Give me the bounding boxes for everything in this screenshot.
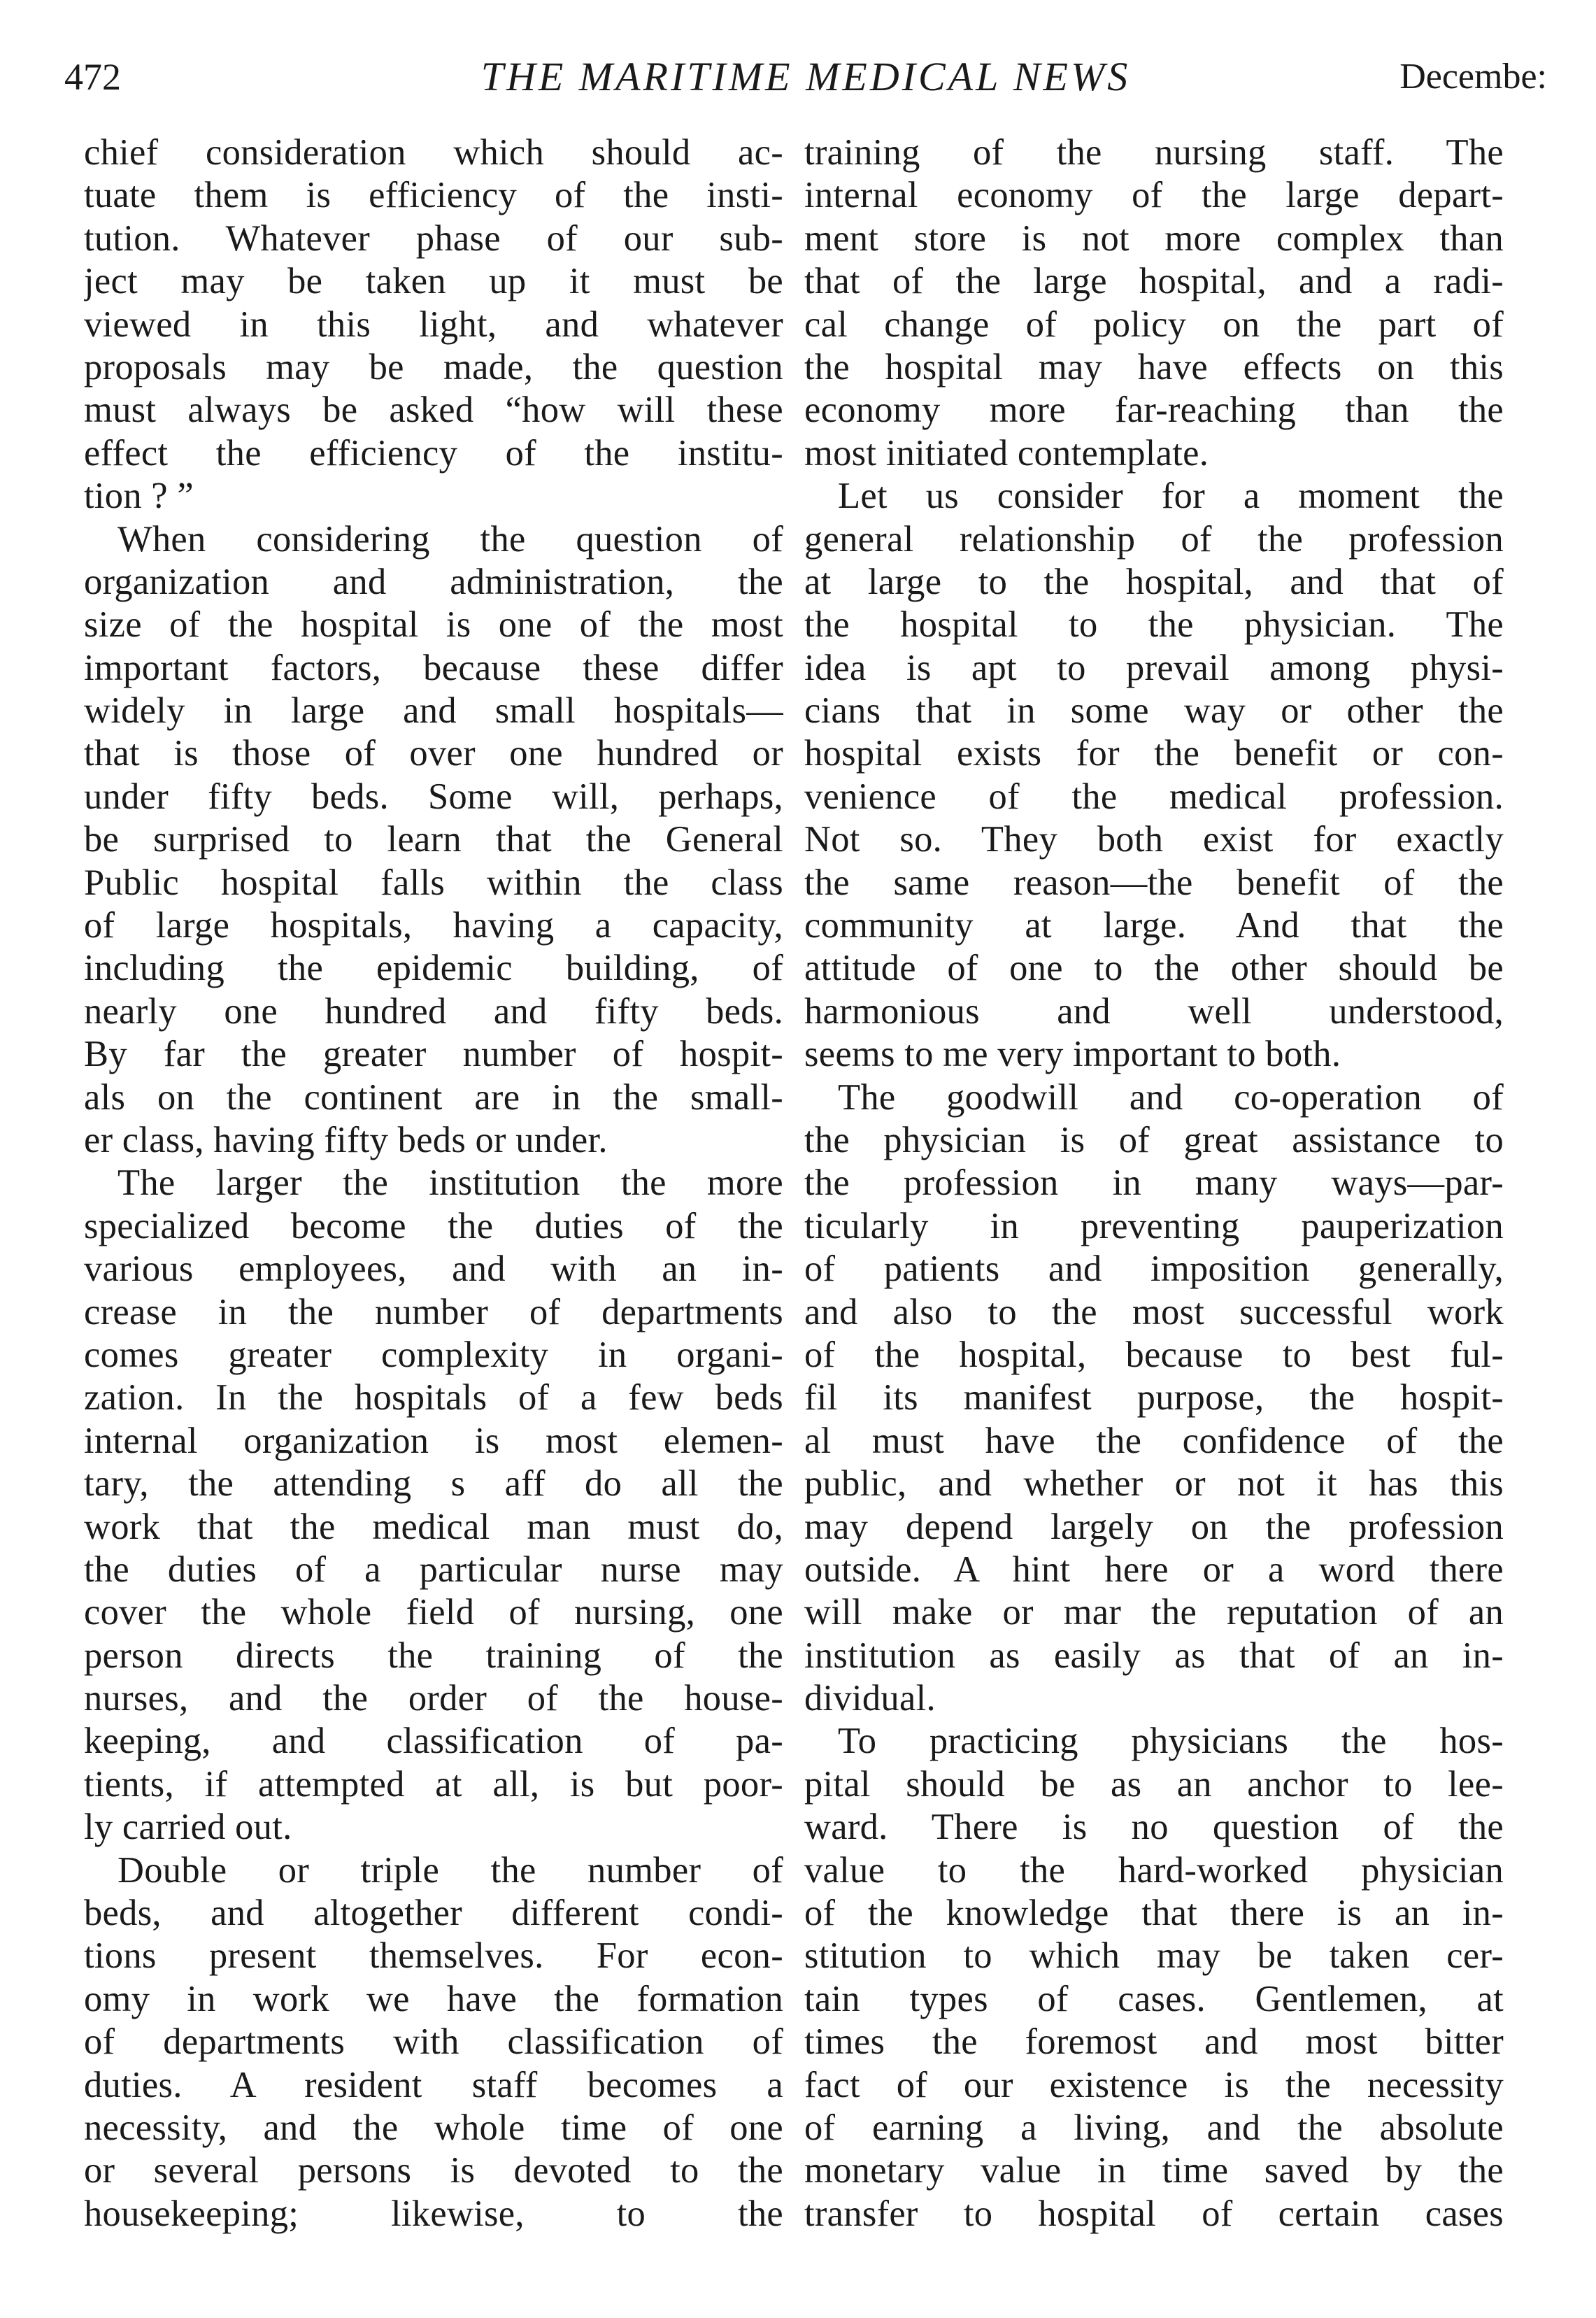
text-line: The goodwill and co-operation of bbox=[838, 1076, 1504, 1118]
text-line: tain types of cases. Gentlemen, at bbox=[804, 1978, 1504, 2019]
text-line: of departments with classification of bbox=[84, 2021, 783, 2063]
text-line: nearly one hundred and fifty beds. bbox=[84, 990, 783, 1032]
text-line: Double or triple the number of bbox=[117, 1849, 783, 1891]
text-line: work that the medical man must do, bbox=[84, 1506, 783, 1547]
text-line: of earning a living, and the absolute bbox=[804, 2107, 1504, 2148]
text-line: size of the hospital is one of the most bbox=[84, 604, 783, 646]
text-line: important factors, because these differ bbox=[84, 647, 783, 688]
text-line: By far the greater number of hospit- bbox=[84, 1034, 783, 1075]
text-line: of large hospitals, having a capacity, bbox=[84, 905, 783, 946]
text-line: the hospital may have effects on this bbox=[804, 346, 1504, 387]
text-line: chief consideration which should ac- bbox=[84, 132, 783, 173]
text-line: proposals may be made, the question bbox=[84, 346, 783, 387]
text-line: cover the whole field of nursing, one bbox=[84, 1592, 783, 1633]
text-line: seems to me very important to both. bbox=[804, 1034, 1341, 1075]
text-line: will make or mar the reputation of an bbox=[804, 1592, 1504, 1633]
text-line: outside. A hint here or a word there bbox=[804, 1549, 1504, 1590]
text-line: the physician is of great assistance to bbox=[804, 1119, 1504, 1160]
text-line: widely in large and small hospitals— bbox=[84, 690, 783, 732]
text-line: tary, the attending s aff do all the bbox=[84, 1463, 783, 1505]
text-line: fil its manifest purpose, the hospit- bbox=[804, 1377, 1504, 1418]
text-line: als on the continent are in the small- bbox=[84, 1076, 783, 1118]
text-line: at large to the hospital, and that of bbox=[804, 561, 1504, 602]
text-line: tution. Whatever phase of our sub- bbox=[84, 218, 783, 259]
text-line: The larger the institution the more bbox=[117, 1162, 783, 1204]
text-line: harmonious and well understood, bbox=[804, 990, 1504, 1032]
text-line: al must have the confidence of the bbox=[804, 1420, 1504, 1461]
text-line: of the knowledge that there is an in- bbox=[804, 1893, 1504, 1934]
text-line: Public hospital falls within the class bbox=[84, 862, 783, 903]
text-line: the profession in many ways—par- bbox=[804, 1162, 1504, 1204]
text-line: To practicing physicians the hos- bbox=[838, 1721, 1504, 1762]
text-line: may depend largely on the profession bbox=[804, 1506, 1504, 1547]
text-line: necessity, and the whole time of one bbox=[84, 2107, 783, 2148]
text-line: Let us consider for a moment the bbox=[838, 476, 1504, 517]
page-number: 472 bbox=[64, 56, 121, 98]
text-line: internal economy of the large depart- bbox=[804, 175, 1504, 216]
running-head bbox=[64, 49, 1547, 105]
text-line: or several persons is devoted to the bbox=[84, 2150, 783, 2191]
text-line: including the epidemic building, of bbox=[84, 948, 783, 989]
text-line: ject may be taken up it must be bbox=[84, 261, 783, 302]
text-line: tients, if attempted at all, is but poor- bbox=[84, 1763, 783, 1805]
text-line: of the hospital, because to best ful- bbox=[804, 1334, 1504, 1375]
text-line: that is those of over one hundred or bbox=[84, 733, 783, 774]
text-line: effect the efficiency of the institu- bbox=[84, 432, 783, 474]
text-line: venience of the medical profession. bbox=[804, 776, 1504, 817]
text-line: viewed in this light, and whatever bbox=[84, 304, 783, 345]
text-line: be surprised to learn that the General bbox=[84, 819, 783, 860]
text-line: various employees, and with an in- bbox=[84, 1249, 783, 1290]
text-line: idea is apt to prevail among physi- bbox=[804, 647, 1504, 688]
text-line: omy in work we have the formation bbox=[84, 1978, 783, 2019]
text-line: economy more far-reaching than the bbox=[804, 390, 1504, 431]
text-line: and also to the most successful work bbox=[804, 1291, 1504, 1332]
text-line: keeping, and classification of pa- bbox=[84, 1721, 783, 1762]
text-line: internal organization is most elemen- bbox=[84, 1420, 783, 1461]
text-line: ment store is not more complex than bbox=[804, 218, 1504, 259]
text-line: comes greater complexity in organi- bbox=[84, 1334, 783, 1375]
text-line: community at large. And that the bbox=[804, 905, 1504, 946]
text-line: must always be asked “how will these bbox=[84, 390, 783, 431]
text-line: dividual. bbox=[804, 1678, 936, 1719]
text-line: ticularly in preventing pauperization bbox=[804, 1205, 1504, 1246]
text-line: pital should be as an anchor to lee- bbox=[804, 1763, 1504, 1805]
text-line: under fifty beds. Some will, perhaps, bbox=[84, 776, 783, 817]
text-line: Not so. They both exist for exactly bbox=[804, 819, 1504, 860]
text-line: transfer to hospital of certain cases bbox=[804, 2193, 1504, 2234]
text-line: ly carried out. bbox=[84, 1807, 292, 1848]
text-line: monetary value in time saved by the bbox=[804, 2150, 1504, 2191]
text-line: When considering the question of bbox=[117, 518, 783, 560]
text-line: most initiated contemplate. bbox=[804, 432, 1209, 474]
text-line: attitude of one to the other should be bbox=[804, 948, 1504, 989]
text-line: person directs the training of the bbox=[84, 1635, 783, 1676]
journal-title: THE MARITIME MEDICAL NEWS bbox=[480, 54, 1131, 99]
text-line: fact of our existence is the necessity bbox=[804, 2064, 1504, 2105]
text-line: tions present themselves. For econ- bbox=[84, 1935, 783, 1977]
text-line: that of the large hospital, and a radi- bbox=[804, 261, 1504, 302]
text-line: organization and administration, the bbox=[84, 561, 783, 602]
text-line: the duties of a particular nurse may bbox=[84, 1549, 783, 1590]
text-line: times the foremost and most bitter bbox=[804, 2021, 1504, 2063]
text-line: er class, having fifty beds or under. bbox=[84, 1119, 608, 1160]
left-text-column bbox=[84, 131, 783, 2235]
text-line: tuate them is efficiency of the insti- bbox=[84, 175, 783, 216]
text-line: tion ? ” bbox=[84, 476, 194, 517]
issue-month: Decembe: bbox=[1399, 57, 1547, 97]
text-line: specialized become the duties of the bbox=[84, 1205, 783, 1246]
text-line: cal change of policy on the part of bbox=[804, 304, 1504, 345]
text-line: nurses, and the order of the house- bbox=[84, 1678, 783, 1719]
text-line: duties. A resident staff becomes a bbox=[84, 2064, 783, 2105]
text-line: hospital exists for the benefit or con- bbox=[804, 733, 1504, 774]
text-line: housekeeping; likewise, to the bbox=[84, 2193, 783, 2234]
text-line: zation. In the hospitals of a few beds bbox=[84, 1377, 783, 1418]
text-line: general relationship of the profession bbox=[804, 518, 1504, 560]
text-line: of patients and imposition generally, bbox=[804, 1249, 1504, 1290]
text-line: training of the nursing staff. The bbox=[804, 132, 1504, 173]
text-line: crease in the number of departments bbox=[84, 1291, 783, 1332]
text-line: public, and whether or not it has this bbox=[804, 1463, 1504, 1505]
text-line: the hospital to the physician. The bbox=[804, 604, 1504, 646]
text-line: stitution to which may be taken cer- bbox=[804, 1935, 1504, 1977]
text-line: ward. There is no question of the bbox=[804, 1807, 1504, 1848]
text-line: institution as easily as that of an in- bbox=[804, 1635, 1504, 1676]
text-line: beds, and altogether different condi- bbox=[84, 1893, 783, 1934]
text-line: cians that in some way or other the bbox=[804, 690, 1504, 732]
text-line: value to the hard-worked physician bbox=[804, 1849, 1504, 1891]
text-line: the same reason—the benefit of the bbox=[804, 862, 1504, 903]
right-text-column bbox=[804, 131, 1504, 2235]
